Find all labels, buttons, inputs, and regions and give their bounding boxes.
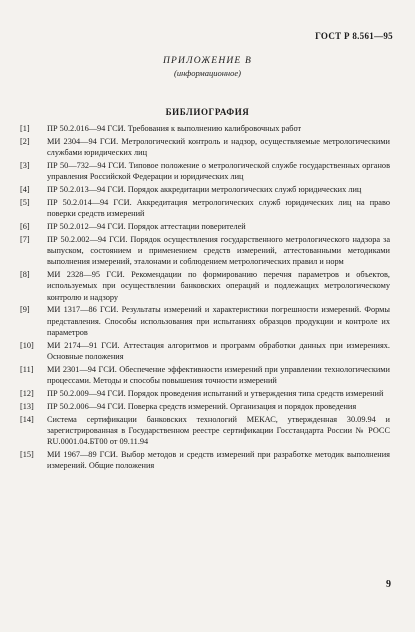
entry-text: ПР 50.2.012—94 ГСИ. Порядок аттестации поверителей [47, 221, 246, 231]
entry-number: [10] [20, 340, 34, 350]
bibliography-entry [20, 388, 390, 399]
bibliography-title: БИБЛИОГРАФИЯ [165, 107, 250, 117]
bibliography-entry [20, 269, 390, 303]
entry-text: ПР 50.2.013—94 ГСИ. Порядок аккредитации метрологических служб юридических лиц [47, 184, 362, 194]
bibliography-list [20, 123, 390, 473]
entry-text: МИ 2328—95 ГСИ. Рекомендации по формированию перечня параметров и объектов, используемых при осуществлении банковских операций и подлежащих метрологическому контролю и надзору [47, 270, 390, 302]
standard-header: ГОСТ Р 8.561—95 [315, 31, 393, 41]
bibliography-entry [20, 364, 390, 387]
entry-text: МИ 2304—94 ГСИ. Метрологический контроль и надзор, осуществляемые метрологическими службами юридических лиц [47, 136, 390, 158]
bibliography-entry [20, 184, 390, 195]
entry-text: ПР 50.2.006—94 ГСИ. Поверка средств измерений. Организация и порядок проведения [47, 401, 357, 411]
entry-number: [2] [20, 136, 30, 146]
entry-number: [3] [20, 160, 30, 170]
entry-number: [11] [20, 364, 34, 374]
entry-text: МИ 2301—94 ГСИ. Обеспечение эффективности измерений при управлении технологическими процессами. Методы и способы повышения точности измерений [47, 364, 390, 386]
bibliography-entry [20, 414, 390, 448]
appendix-title: ПРИЛОЖЕНИЕ В [162, 56, 253, 66]
entry-number: [1] [20, 124, 30, 133]
entry-number: [6] [20, 221, 30, 231]
entry-number: [13] [20, 401, 34, 411]
entry-text: МИ 1317—86 ГСИ. Результаты измерений и характеристики погрешности измерений. Формы представления. Способы использования при испытаниях образцов продукции и контроле их параметров [47, 305, 390, 338]
entry-text: МИ 1967—89 ГСИ. Выбор методов и средств измерений при разработке методик выполнения измерений. Общие положения [47, 450, 390, 471]
entry-number: [14] [20, 414, 34, 424]
entry-number: [15] [20, 450, 34, 460]
bibliography-entry [20, 234, 390, 268]
bibliography-entry [20, 136, 390, 159]
bibliography-entry [20, 123, 390, 134]
entry-number: [9] [20, 305, 30, 315]
entry-text: МИ 2174—91 ГСИ. Аттестация алгоритмов и программ обработки данных при измерениях. Основные положения [47, 340, 390, 362]
bibliography-entry [20, 401, 390, 412]
page-number: 9 [386, 579, 391, 590]
bibliography-entry [20, 160, 390, 183]
entry-number: [8] [20, 270, 30, 280]
entry-text: Система сертификации банковских технологий МЕКАС, утвержденная 30.09.94 и зарегистрированная в Государственном реестре сертификации Госстандарта России № РОСС RU.0001.04.БТ00 от 09.11.94 [47, 414, 390, 447]
bibliography-entry [20, 449, 390, 472]
bibliography-entry [20, 221, 390, 232]
entry-text: ПР 50.2.014—94 ГСИ. Аккредитация метрологических служб юридических лиц на право поверки средств измерений [47, 197, 390, 219]
bibliography-entry [20, 197, 390, 220]
entry-number: [7] [20, 234, 30, 244]
entry-text: ПР 50—732—94 ГСИ. Типовое положение о метрологической службе государственных органов управления Российской Федерации и юридических лиц [47, 160, 390, 182]
entry-number: [5] [20, 197, 30, 207]
entry-text: ПР 50.2.016—94 ГСИ. Требования к выполнению калибровочных работ [47, 124, 302, 133]
appendix-subtitle: (информационное) [173, 68, 241, 78]
bibliography-entry [20, 304, 390, 338]
bibliography-entry [20, 340, 390, 363]
entry-number: [4] [20, 184, 30, 194]
entry-number: [12] [20, 389, 34, 399]
entry-text: ПР 50.2.002—94 ГСИ. Порядок осуществления государственного метрологического надзора за выпуском, состоянием и применением средств измерений, аттестованными методиками выполнения измерений, эталонами и соблюдением метрологических правил и норм [47, 234, 390, 267]
entry-text: ПР 50.2.009—94 ГСИ. Порядок проведения испытаний и утверждения типа средств измерений [47, 389, 384, 399]
